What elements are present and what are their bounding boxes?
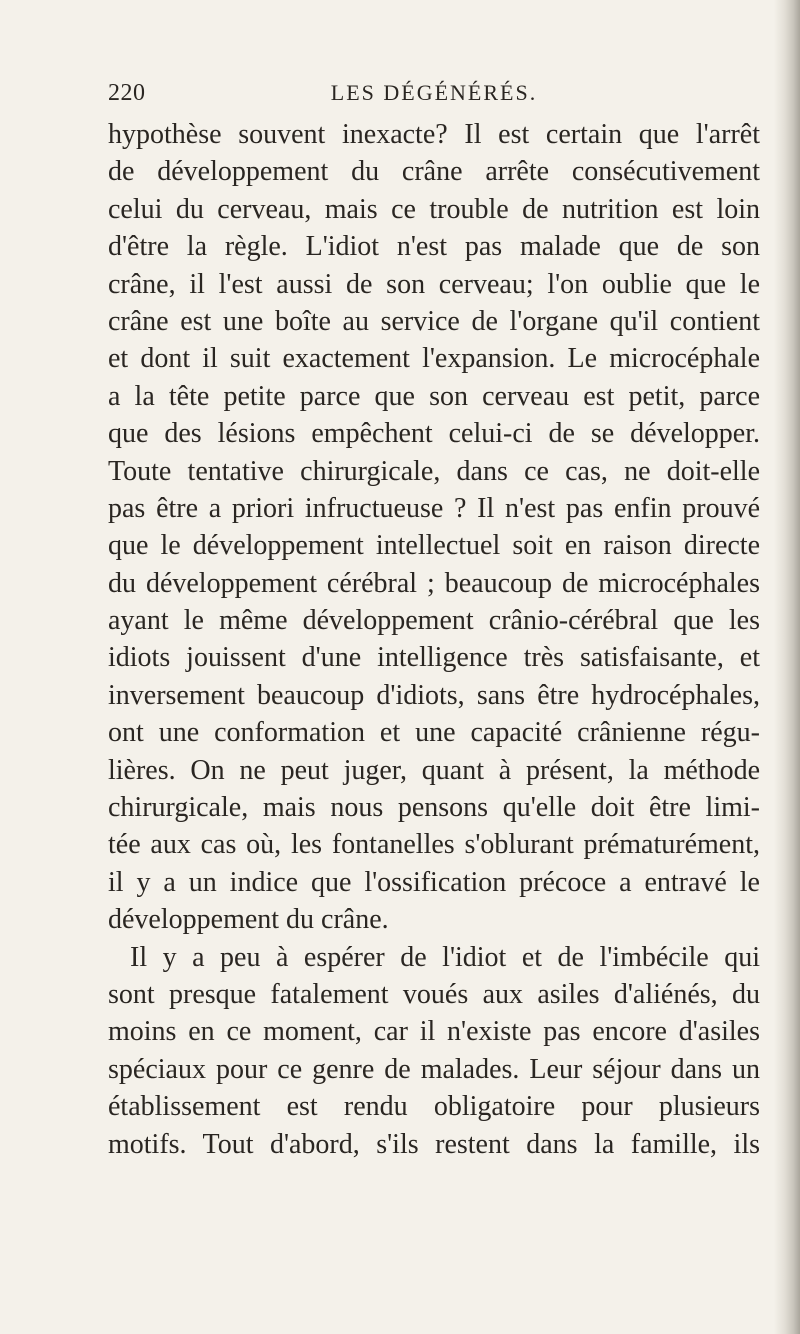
text-line: du développement cérébral ; beaucoup de microcéphales <box>108 567 760 599</box>
text-line: spéciaux pour ce genre de malades. Leur séjour dans un <box>108 1053 760 1085</box>
text-line: Il y a peu à espérer de l'idiot et de l'imbécile qui <box>130 941 760 973</box>
text-line: développement du crâne. <box>108 904 389 936</box>
text-line: ont une conformation et une capacité crânienne régu- <box>108 717 760 749</box>
text-line: celui du cerveau, mais ce trouble de nutrition est loin <box>108 193 760 225</box>
text-line: a la tête petite parce que son cerveau est petit, parce <box>108 380 760 412</box>
text-line: ayant le même développement crânio-cérébral que les <box>108 605 760 637</box>
text-line: crâne est une boîte au service de l'organe qu'il contient <box>108 305 760 337</box>
text-line: il y a un indice que l'ossification précoce a entravé le <box>108 866 760 898</box>
running-head: LES DÉGÉNÉRÉS. <box>330 80 538 105</box>
text-line: que des lésions empêchent celui-ci de se développer. <box>108 418 760 450</box>
page-header <box>108 80 760 110</box>
text-line: établissement est rendu obligatoire pour plusieurs <box>108 1091 760 1123</box>
text-line: de développement du crâne arrête consécutivement <box>108 156 760 188</box>
text-line: pas être a priori infructueuse ? Il n'est pas enfin prouvé <box>108 492 760 524</box>
page-number: 220 <box>108 80 146 106</box>
text-line: chirurgicale, mais nous pensons qu'elle doit être limi- <box>108 792 760 824</box>
body-text <box>108 116 760 1163</box>
text-line: hypothèse souvent inexacte? Il est certain que l'arrêt <box>108 119 760 150</box>
text-line: inversement beaucoup d'idiots, sans être hydrocéphales, <box>108 679 760 711</box>
text-line: que le développement intellectuel soit en raison directe <box>108 530 760 562</box>
text-line: et dont il suit exactement l'expansion. Le microcéphale <box>108 343 760 375</box>
text-line: moins en ce moment, car il n'existe pas encore d'asiles <box>108 1016 760 1048</box>
text-line: idiots jouissent d'une intelligence très satisfaisante, et <box>108 642 760 674</box>
text-line: crâne, il l'est aussi de son cerveau; l'on oublie que le <box>108 268 760 300</box>
text-line: lières. On ne peut juger, quant à présent, la méthode <box>108 754 760 786</box>
text-line: d'être la règle. L'idiot n'est pas malade que de son <box>108 231 760 263</box>
text-line: sont presque fatalement voués aux asiles d'aliénés, du <box>108 978 760 1010</box>
text-line: motifs. Tout d'abord, s'ils restent dans la famille, ils <box>108 1128 760 1160</box>
text-line: Toute tentative chirurgicale, dans ce cas, ne doit-elle <box>108 455 760 487</box>
page-edge-shadow <box>774 0 800 1334</box>
text-line: tée aux cas où, les fontanelles s'oblurant prématurément, <box>108 829 760 861</box>
